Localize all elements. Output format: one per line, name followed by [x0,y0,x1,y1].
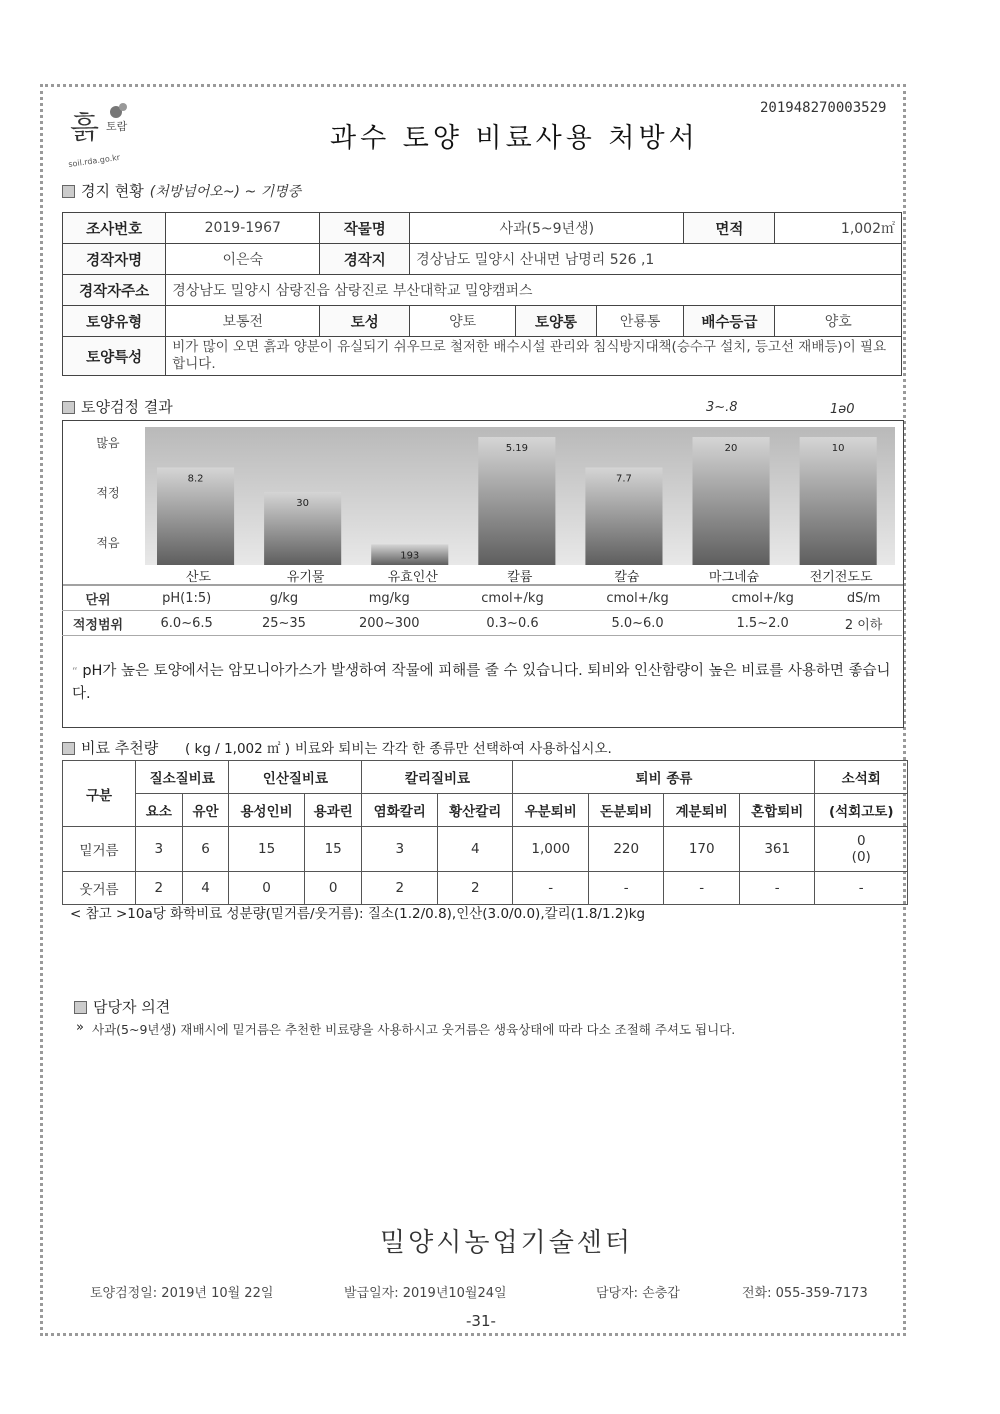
unit-cell: g/kg [239,586,328,611]
fert-item-header: 혼합퇴비 [739,794,815,827]
fert-top-cell: 0 [229,872,305,905]
category-label: 전기전도도 [809,570,873,585]
fert-basal-cell: 4 [437,827,513,872]
category-label: 마그네슘 [708,570,760,585]
note-text: pH가 높은 토양에서는 암모니아가스가 발생하여 작물에 피해를 줄 수 있습니다. 퇴비와 인산함량이 높은 비료를 사용하면 좋습니다. [72,663,891,702]
section-label: 담당자 의견 [93,998,171,1016]
row-basal-label: 밑거름 [63,827,136,872]
fert-top-cell: 2 [362,872,438,905]
row-top-label: 웃거름 [63,872,136,905]
crop-label: 작물명 [320,213,410,244]
fert-item-header: 돈분퇴비 [588,794,664,827]
fert-item-header: (석회고토) [815,794,908,827]
category-label: 유기물 [286,570,325,585]
category-label: 칼슘 [614,570,640,585]
fert-item-header: 염화칼리 [362,794,438,827]
address-label: 경작자주소 [63,275,166,306]
fert-basal-cell: 0 (0) [815,827,908,872]
section-bullet-icon [62,185,75,198]
range-cell: 200~300 [329,611,450,636]
texture-label: 토성 [320,306,410,337]
note-quote-icon: “ [72,665,78,678]
organization-name: 밀양시농업기술센터 [380,1228,634,1258]
fert-item-header: 계분퇴비 [664,794,740,827]
series-value: 안룡통 [596,306,684,337]
fert-item-header: 황산칼리 [437,794,513,827]
fert-group-n: 질소질비료 [136,761,229,794]
opinion-text: 사과(5~9년생) 재배시에 밑거름은 추천한 비료량을 사용하시고 웃거름은 생육상태에 따라 다소 조절해 주셔도 됩니다. [92,1022,736,1037]
test-date: 토양검정일: 2019년 10월 22일 [90,1286,274,1301]
lime-extra: (0) [851,849,871,865]
survey-no-value: 2019-1967 [166,213,320,244]
page-title: 과수 토양 비료사용 처방서 [330,123,699,154]
fert-basal-cell: 170 [664,827,740,872]
fert-basal-cell: 220 [588,827,664,872]
crop-value: 사과(5~9년생) [410,213,684,244]
unit-cell: pH(1:5) [134,586,239,611]
section-bullet-icon [74,1001,87,1014]
fert-top-cell: 2 [136,872,183,905]
section-fertilizer [62,737,612,758]
bar-value-label: 5.19 [505,443,528,454]
fert-top-cell: - [815,872,908,905]
unit-cell: cmol+/kg [700,586,825,611]
bar-value-label: 8.2 [187,473,204,485]
drainage-value: 양호 [775,306,902,337]
level-label: 많음 [96,436,120,450]
farmer-value: 이은숙 [166,244,320,275]
fert-group-label: 구분 [63,761,136,827]
section-soil-test [62,396,173,417]
soil-note [72,660,902,705]
range-cell: 0.3~0.6 [450,611,575,636]
reference-note: < 참고 >10a당 화학비료 성분량(밑거름/웃거름): 질소(1.2/0.8),인산(3.0/0.0),칼리(1.8/1.2)kg [70,906,646,922]
opinion-arrow-icon: » [76,1020,84,1035]
area-label: 면적 [684,213,775,244]
officer: 담당자: 손충갑 [596,1286,680,1301]
level-label: 적정 [96,486,120,500]
bar-value-label: 193 [400,550,420,562]
issue-date: 발급일자: 2019년10월24일 [344,1286,507,1301]
fert-top-cell: - [588,872,664,905]
field-info-table [62,212,902,376]
page-number: -31- [466,1312,496,1330]
feature-value: 비가 많이 오면 흙과 양분이 유실되기 쉬우므로 철저한 배수시설 관리와 침식방지대책(승수구 설치, 등고선 재배등)이 필요합니다. [166,337,902,376]
fert-basal-cell: 15 [304,827,362,872]
svg-text:흙: 흙 [70,111,99,146]
fert-top-cell: - [513,872,589,905]
texture-value: 양토 [410,306,516,337]
bar-value-label: 10 [831,443,845,454]
section-bullet-icon [62,401,75,414]
fert-desc: 비료와 퇴비는 각각 한 종류만 선택하여 사용하십시오. [294,741,612,757]
units-label: 단위 [62,586,134,611]
survey-no-label: 조사번호 [63,213,166,244]
chart-bar [693,437,770,565]
range-cell: 1.5~2.0 [700,611,825,636]
fert-basal-cell: 3 [136,827,183,872]
bar-value-label: 30 [296,497,310,509]
fert-group-compost: 퇴비 종류 [513,761,815,794]
fert-basal-cell: 6 [182,827,229,872]
handwritten-note: (처방넘어오~) ~ 기명중 [149,184,302,200]
range-cell: 6.0~6.5 [134,611,239,636]
fert-basal-cell: 1,000 [513,827,589,872]
svg-text:soil.rda.go.kr: soil.rda.go.kr [67,152,121,170]
section-bullet-icon [62,742,75,755]
fert-top-cell: 2 [437,872,513,905]
bar-value-label: 20 [724,443,738,454]
field-label: 경작지 [320,244,410,275]
document-id: 201948270003529 [760,100,887,116]
field-value: 경상남도 밀양시 산내면 남명리 526 ,1 [410,244,902,275]
soil-type-label: 토양유형 [63,306,166,337]
fert-basal-cell: 3 [362,827,438,872]
fert-top-cell: - [664,872,740,905]
soil-test-chart [63,421,903,587]
section-label: 비료 추천량 [81,739,159,757]
unit-cell: mg/kg [329,586,450,611]
phone: 전화: 055-359-7173 [742,1286,868,1301]
heukto-logo [60,98,150,170]
series-label: 토양통 [516,306,597,337]
unit-cell: cmol+/kg [450,586,575,611]
fert-item-header: 우분퇴비 [513,794,589,827]
range-cell: 5.0~6.0 [575,611,700,636]
fert-item-header: 요소 [136,794,183,827]
fert-top-cell: - [739,872,815,905]
category-label: 칼륨 [507,570,533,585]
address-value: 경상남도 밀양시 삼랑진읍 삼랑진로 부산대학교 밀양캠퍼스 [166,275,902,306]
section-label: 토양검정 결과 [81,398,173,416]
fert-item-header: 용과린 [304,794,362,827]
fert-basal-cell: 15 [229,827,305,872]
soil-units-table [62,586,902,636]
category-label: 산도 [185,570,212,585]
section-opinion [74,996,170,1017]
fert-basal-cell: 361 [739,827,815,872]
fertilizer-table [62,760,908,905]
section-field-status [62,180,301,201]
fert-top-cell: 4 [182,872,229,905]
range-cell: 25~35 [239,611,328,636]
area-value: 1,002㎡ [775,213,902,244]
handwritten-mark-2: 1ə0 [830,402,855,417]
fert-unit: ( kg / 1,002 ㎡ ) [185,741,291,757]
fert-top-cell: 0 [304,872,362,905]
svg-text:토람: 토람 [106,120,128,133]
category-label: 유효인산 [387,570,438,585]
feature-label: 토양특성 [63,337,166,376]
fert-item-header: 용성인비 [229,794,305,827]
chart-bar [478,437,555,565]
fert-group-k: 칼리질비료 [362,761,513,794]
fert-item-header: 유안 [182,794,229,827]
range-cell: 2 이하 [825,611,902,636]
range-label: 적정범위 [62,611,134,636]
unit-cell: cmol+/kg [575,586,700,611]
section-label: 경지 현황 [81,182,144,200]
drainage-label: 배수등급 [684,306,775,337]
bar-value-label: 7.7 [615,473,632,485]
unit-cell: dS/m [825,586,902,611]
handwritten-mark-1: 3~.8 [706,400,738,415]
soil-type-value: 보통전 [166,306,320,337]
farmer-label: 경작자명 [63,244,166,275]
chart-bar [800,437,877,565]
fert-group-lime: 소석회 [815,761,908,794]
level-label: 적음 [96,536,120,550]
fert-group-p: 인산질비료 [229,761,362,794]
